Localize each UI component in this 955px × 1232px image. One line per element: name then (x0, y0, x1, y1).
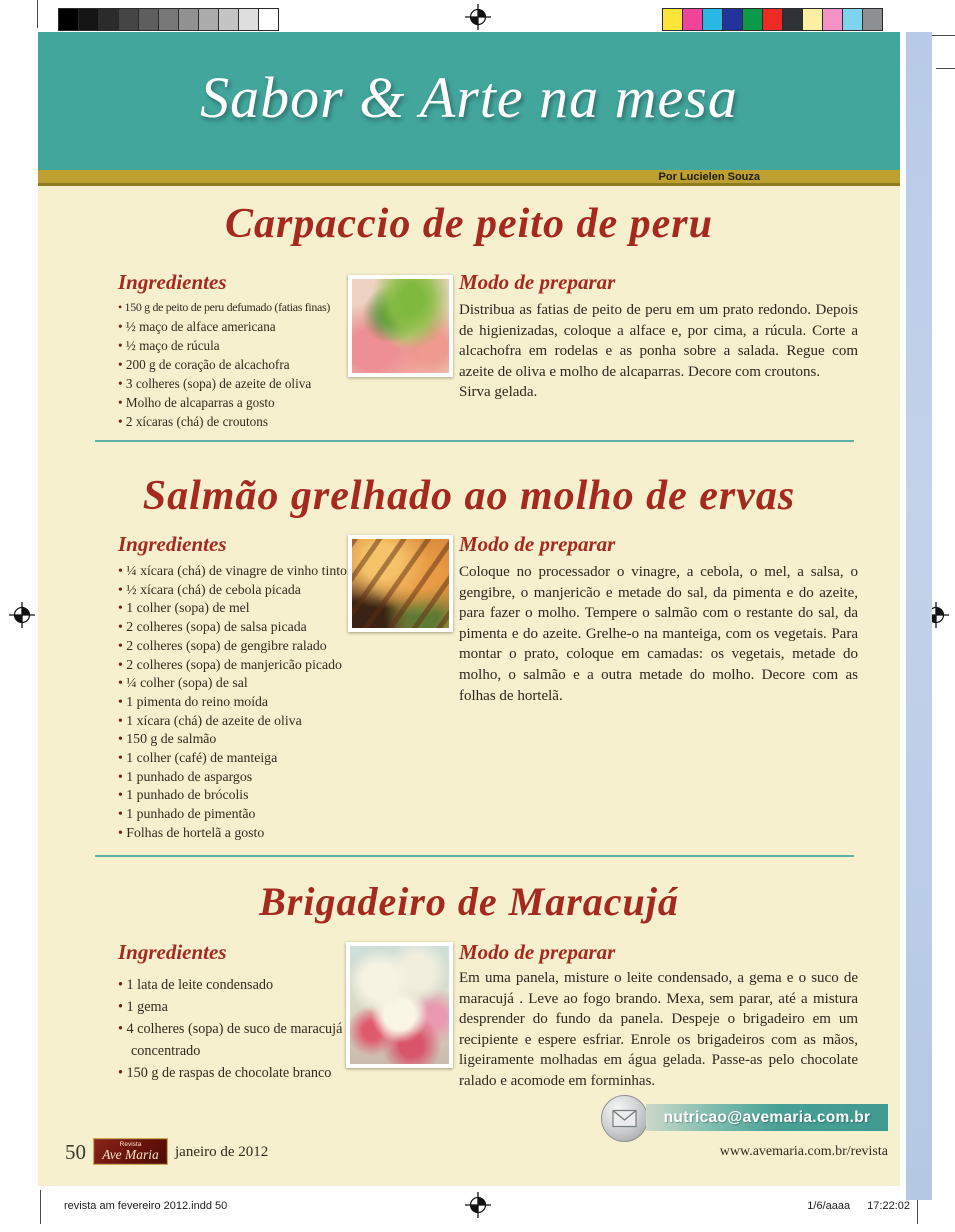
calibration-swatch (842, 8, 863, 31)
calibration-swatch (682, 8, 703, 31)
method-heading: Modo de preparar (459, 532, 616, 556)
list-item: • ¼ xícara (chá) de vinagre de vinho tinto (118, 562, 352, 581)
list-item: • 150 g de salmão (118, 730, 352, 749)
crop-mark (930, 35, 955, 36)
website-url: www.avemaria.com.br/revista (719, 1144, 888, 1159)
calibration-swatch (822, 8, 843, 31)
list-item: • 4 colheres (sopa) de suco de maracujá concentrado (118, 1018, 352, 1062)
registration-mark-icon (465, 4, 491, 30)
list-item: • 150 g de peito de peru defumado (fatias finas) (118, 298, 352, 317)
byline: Por Lucielen Souza (658, 171, 760, 183)
ingredients-list (118, 974, 352, 1084)
next-page-edge (906, 32, 932, 1200)
logo-main-text: Ave Maria (102, 1147, 159, 1162)
calibration-swatch (782, 8, 803, 31)
method-text (459, 968, 858, 1092)
list-item: • 2 colheres (sopa) de salsa picada (118, 618, 352, 637)
calibration-swatch (78, 8, 99, 31)
list-item: • ¼ colher (sopa) de sal (118, 674, 352, 693)
calibration-swatch (98, 8, 119, 31)
calibration-swatch (238, 8, 259, 31)
recipe-title-carpaccio: Carpaccio de peito de peru (225, 201, 713, 247)
list-item: • Folhas de hortelã a gosto (118, 824, 352, 843)
list-item: • 2 xícaras (chá) de croutons (118, 412, 352, 431)
issue-date: janeiro de 2012 (175, 1144, 269, 1160)
email-address: nutricao@avemaria.com.br (663, 1108, 871, 1126)
method-heading: Modo de preparar (459, 940, 616, 964)
calibration-swatch (762, 8, 783, 31)
method-paragraph: Distribua as fatias de peito de peru em um prato redondo. Depois de higienizadas, coloque a alface e, por cima, a rúcula. Corte a alcachofra em rodelas e as ponha sobre a salada. Regue com azeite de oliva e molho de alcaparras. Decore com croutons. (459, 302, 858, 380)
page-number: 50 (65, 1140, 86, 1164)
recipe-title-brigadeiro: Brigadeiro de Maracujá (259, 879, 679, 924)
carpaccio-salad-photo (348, 275, 453, 377)
list-item: • 200 g de coração de alcachofra (118, 355, 352, 374)
recipe-title-salmao: Salmão grelhado ao molho de ervas (142, 473, 796, 519)
calibration-swatch (218, 8, 239, 31)
crop-mark (37, 0, 38, 28)
calibration-swatch (802, 8, 823, 31)
byline-bar (38, 170, 900, 186)
list-item: • 1 punhado de brócolis (118, 786, 352, 805)
list-item: • 1 punhado de pimentão (118, 805, 352, 824)
section-banner (38, 32, 900, 170)
registration-mark-icon (9, 602, 35, 628)
list-item: • ½ maço de rúcula (118, 336, 352, 355)
grayscale-calibration-bar (58, 8, 278, 31)
page-footer (38, 1136, 900, 1170)
magazine-page (38, 32, 900, 1186)
list-item: • ½ maço de alface americana (118, 317, 352, 336)
crop-mark (40, 1190, 41, 1224)
method-heading: Modo de preparar (459, 270, 616, 294)
list-item: • 1 colher (sopa) de mel (118, 599, 352, 618)
calibration-swatch (158, 8, 179, 31)
list-item: • 1 xícara (chá) de azeite de oliva (118, 712, 352, 731)
calibration-swatch (258, 8, 279, 31)
calibration-swatch (662, 8, 683, 31)
ingredients-list (118, 298, 352, 431)
calibration-swatch (58, 8, 79, 31)
slug-date: 1/6/aaaa (807, 1200, 851, 1212)
method-paragraph: Coloque no processador o vinagre, a cebola, o mel, a salsa, o gengibre, o manjericão e metade do sal, da pimenta e do azeite, para fazer o molho. Tempere o salmão com o restante do sal, da pimenta e do azeite. Grelhe-o na manteiga, com os vegetais. Para montar o prato, coloque em camadas: os vegetais, metade do molho, o salmão e a outra metade do molho. Decore com as folhas de hortelã. (459, 564, 858, 704)
section-divider (95, 855, 854, 857)
calibration-swatch (862, 8, 883, 31)
list-item: • Molho de alcaparras a gosto (118, 393, 352, 412)
calibration-swatch (198, 8, 219, 31)
brigadeiro-photo (346, 942, 453, 1068)
calibration-swatch (178, 8, 199, 31)
calibration-swatch (138, 8, 159, 31)
method-note: Sirva gelada. (459, 384, 538, 401)
list-item: • 150 g de raspas de chocolate branco (118, 1062, 352, 1084)
section-title: Sabor & Arte na mesa (200, 65, 738, 130)
photo-image (350, 946, 449, 1064)
calibration-swatch (702, 8, 723, 31)
color-calibration-bar (662, 8, 882, 31)
registration-mark-icon (465, 1192, 491, 1218)
photo-image (352, 279, 449, 373)
ingredients-list (118, 562, 352, 843)
ave-maria-logo (93, 1138, 168, 1165)
list-item: • 1 colher (café) de manteiga (118, 749, 352, 768)
ingredients-heading: Ingredientes (118, 270, 227, 294)
calibration-swatch (118, 8, 139, 31)
section-divider (95, 440, 854, 442)
ingredients-heading: Ingredientes (118, 940, 227, 964)
slug-time: 17:22:02 (867, 1200, 910, 1212)
list-item: • 1 pimenta do reino moída (118, 693, 352, 712)
slug-filename: revista am fevereiro 2012.indd 50 (64, 1200, 228, 1212)
crop-mark (936, 68, 955, 69)
method-text (459, 562, 858, 706)
logo-small-text: Revista (119, 1141, 142, 1148)
grilled-salmon-photo (348, 535, 453, 632)
list-item: • 1 lata de leite condensado (118, 974, 352, 996)
ingredients-heading: Ingredientes (118, 532, 227, 556)
photo-image (352, 539, 449, 628)
list-item: • ½ xícara (chá) de cebola picada (118, 581, 352, 600)
list-item: • 1 punhado de aspargos (118, 768, 352, 787)
list-item: • 3 colheres (sopa) de azeite de oliva (118, 374, 352, 393)
envelope-icon (601, 1095, 648, 1142)
method-paragraph: Em uma panela, misture o leite condensado, a gema e o suco de maracujá . Leve ao fogo brando. Mexa, sem parar, até a mistura desprender do fundo da panela. Despeje o brigadeiro em um recipiente e espere esfriar. Enrole os brigadeiros com as mãos, ligeiramente molhadas em água gelada. Passe-as pelo chocolate ralado e acomode em forminhas. (459, 970, 858, 1089)
list-item: • 2 colheres (sopa) de gengibre ralado (118, 637, 352, 656)
email-banner (646, 1104, 888, 1131)
slug-datetime (793, 1200, 910, 1212)
list-item: • 1 gema (118, 996, 352, 1018)
list-item: • 2 colheres (sopa) de manjericão picado (118, 656, 352, 675)
method-text (459, 300, 858, 403)
calibration-swatch (742, 8, 763, 31)
calibration-swatch (722, 8, 743, 31)
